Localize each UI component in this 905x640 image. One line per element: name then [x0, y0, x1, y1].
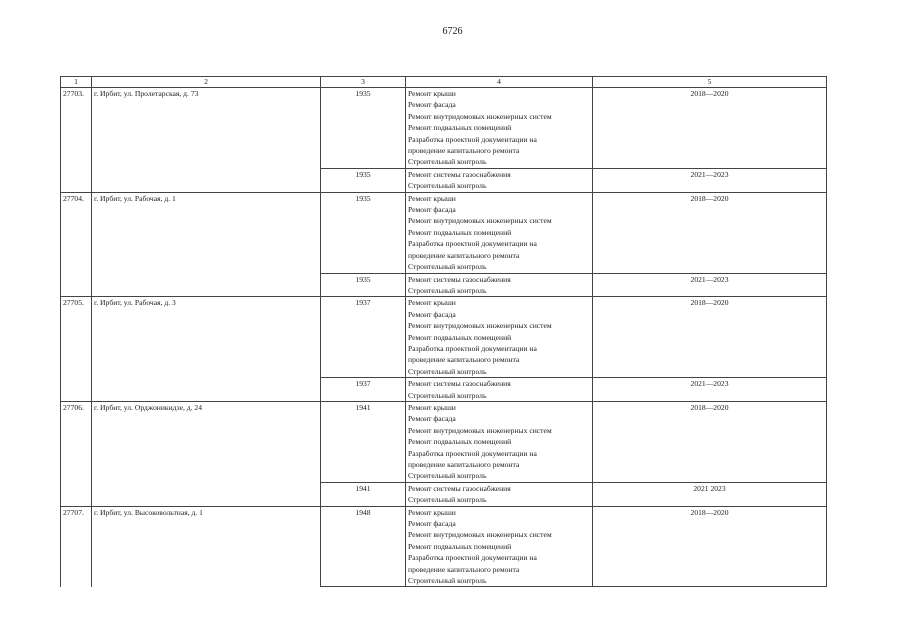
- period-cell: 2021—2023: [593, 273, 827, 297]
- work-item: проведение капитального ремонта: [408, 460, 520, 469]
- address-cell: г. Ирбит, ул. Рабочая, д. 1: [92, 192, 321, 297]
- header-row: [61, 77, 827, 88]
- year-cell: 1935: [321, 192, 406, 273]
- work-item: Ремонт фасада: [408, 519, 456, 529]
- work-item: Строительный контроль: [408, 390, 487, 400]
- work-item: Строительный контроль: [408, 471, 487, 481]
- work-item: Ремонт системы газоснабжения: [408, 169, 511, 179]
- works-cell: [406, 378, 593, 402]
- period-cell: 2018—2020: [593, 192, 827, 273]
- work-item: Строительный контроль: [408, 262, 487, 272]
- period-cell: 2018—2020: [593, 88, 827, 169]
- work-item: проведение капитального ремонта: [408, 564, 520, 574]
- work-item: Ремонт внутридомовых инженерных систем: [408, 530, 552, 540]
- address-cell: г. Ирбит, ул. Рабочая, д. 3: [92, 297, 321, 402]
- work-item: Строительный контроль: [408, 157, 487, 167]
- work-item: Ремонт внутридомовых инженерных систем: [408, 425, 552, 435]
- work-item: Ремонт крыши: [408, 298, 456, 308]
- work-item: Ремонт крыши: [408, 193, 456, 203]
- year-cell: 1937: [321, 378, 406, 402]
- works-cell: [406, 192, 593, 273]
- work-item: Ремонт крыши: [408, 89, 456, 98]
- work-item: Ремонт фасада: [408, 414, 456, 424]
- column-header: 3: [321, 77, 406, 88]
- repair-schedule-table: [60, 76, 827, 587]
- works-cell: [406, 297, 593, 378]
- work-item: Ремонт подвальных помещений: [408, 541, 512, 551]
- period-cell: 2021 2023: [593, 482, 827, 506]
- work-item: Ремонт системы газоснабжения: [408, 483, 511, 493]
- address-cell: г. Ирбит, ул. Высоковольтная, д. 1: [92, 506, 321, 587]
- work-item: Ремонт системы газоснабжения: [408, 379, 511, 389]
- period-cell: 2018—2020: [593, 297, 827, 378]
- address-cell: г. Ирбит, ул. Пролетарская, д. 73: [92, 88, 321, 193]
- works-cell: [406, 482, 593, 506]
- table-row: [61, 506, 827, 587]
- work-item: Разработка проектной документации на: [408, 553, 537, 563]
- work-item: Строительный контроль: [408, 576, 487, 586]
- work-item: Ремонт крыши: [408, 402, 456, 412]
- row-number: 27706.: [61, 401, 92, 506]
- table-row: [61, 192, 827, 273]
- column-header: 5: [593, 77, 827, 88]
- work-item: Ремонт внутридомовых инженерных систем: [408, 216, 552, 226]
- table-row: [61, 88, 827, 169]
- column-header: 1: [61, 77, 92, 88]
- period-cell: 2018—2020: [593, 401, 827, 482]
- work-item: Строительный контроль: [408, 495, 487, 505]
- year-cell: 1941: [321, 401, 406, 482]
- address-cell: г. Ирбит, ул. Орджоникидзе, д. 24: [92, 401, 321, 506]
- work-item: Ремонт крыши: [408, 507, 456, 517]
- work-item: Ремонт фасада: [408, 205, 456, 215]
- work-item: Ремонт подвальных помещений: [408, 227, 512, 237]
- work-item: Ремонт подвальных помещений: [408, 123, 512, 133]
- table-row: [61, 401, 827, 482]
- work-item: Строительный контроль: [408, 181, 487, 191]
- work-item: Строительный контроль: [408, 285, 487, 295]
- column-header: 2: [92, 77, 321, 88]
- work-item: Ремонт фасада: [408, 100, 456, 110]
- table-row: [61, 297, 827, 378]
- period-cell: 2021—2023: [593, 168, 827, 192]
- year-cell: 1948: [321, 506, 406, 587]
- work-item: Ремонт внутридомовых инженерных систем: [408, 111, 552, 121]
- row-number: 27705.: [61, 297, 92, 402]
- period-cell: 2018—2020: [593, 506, 827, 587]
- works-cell: [406, 168, 593, 192]
- work-item: Разработка проектной документации на: [408, 343, 537, 353]
- year-cell: 1935: [321, 273, 406, 297]
- works-cell: [406, 88, 593, 169]
- row-number: 27703.: [61, 88, 92, 193]
- work-item: Строительный контроль: [408, 366, 487, 376]
- work-item: проведение капитального ремонта: [408, 146, 520, 156]
- work-item: Ремонт подвальных помещений: [408, 437, 512, 447]
- work-item: Ремонт подвальных помещений: [408, 332, 512, 342]
- work-item: Ремонт внутридомовых инженерных систем: [408, 321, 552, 331]
- work-item: Ремонт фасада: [408, 309, 456, 319]
- column-header: 4: [406, 77, 593, 88]
- work-item: Разработка проектной документации на: [408, 134, 537, 144]
- period-cell: 2021—2023: [593, 378, 827, 402]
- year-cell: 1935: [321, 168, 406, 192]
- work-item: проведение капитального ремонта: [408, 355, 520, 365]
- work-item: Разработка проектной документации на: [408, 239, 537, 249]
- work-item: Ремонт системы газоснабжения: [408, 274, 511, 284]
- row-number: 27704.: [61, 192, 92, 297]
- year-cell: 1941: [321, 482, 406, 506]
- works-cell: [406, 401, 593, 482]
- work-item: Разработка проектной документации на: [408, 448, 537, 458]
- year-cell: 1937: [321, 297, 406, 378]
- works-cell: [406, 506, 593, 587]
- year-cell: 1935: [321, 88, 406, 169]
- works-cell: [406, 273, 593, 297]
- page-number: 6726: [442, 26, 463, 37]
- table-body: [61, 88, 827, 587]
- row-number: 27707.: [61, 506, 92, 587]
- work-item: проведение капитального ремонта: [408, 250, 520, 260]
